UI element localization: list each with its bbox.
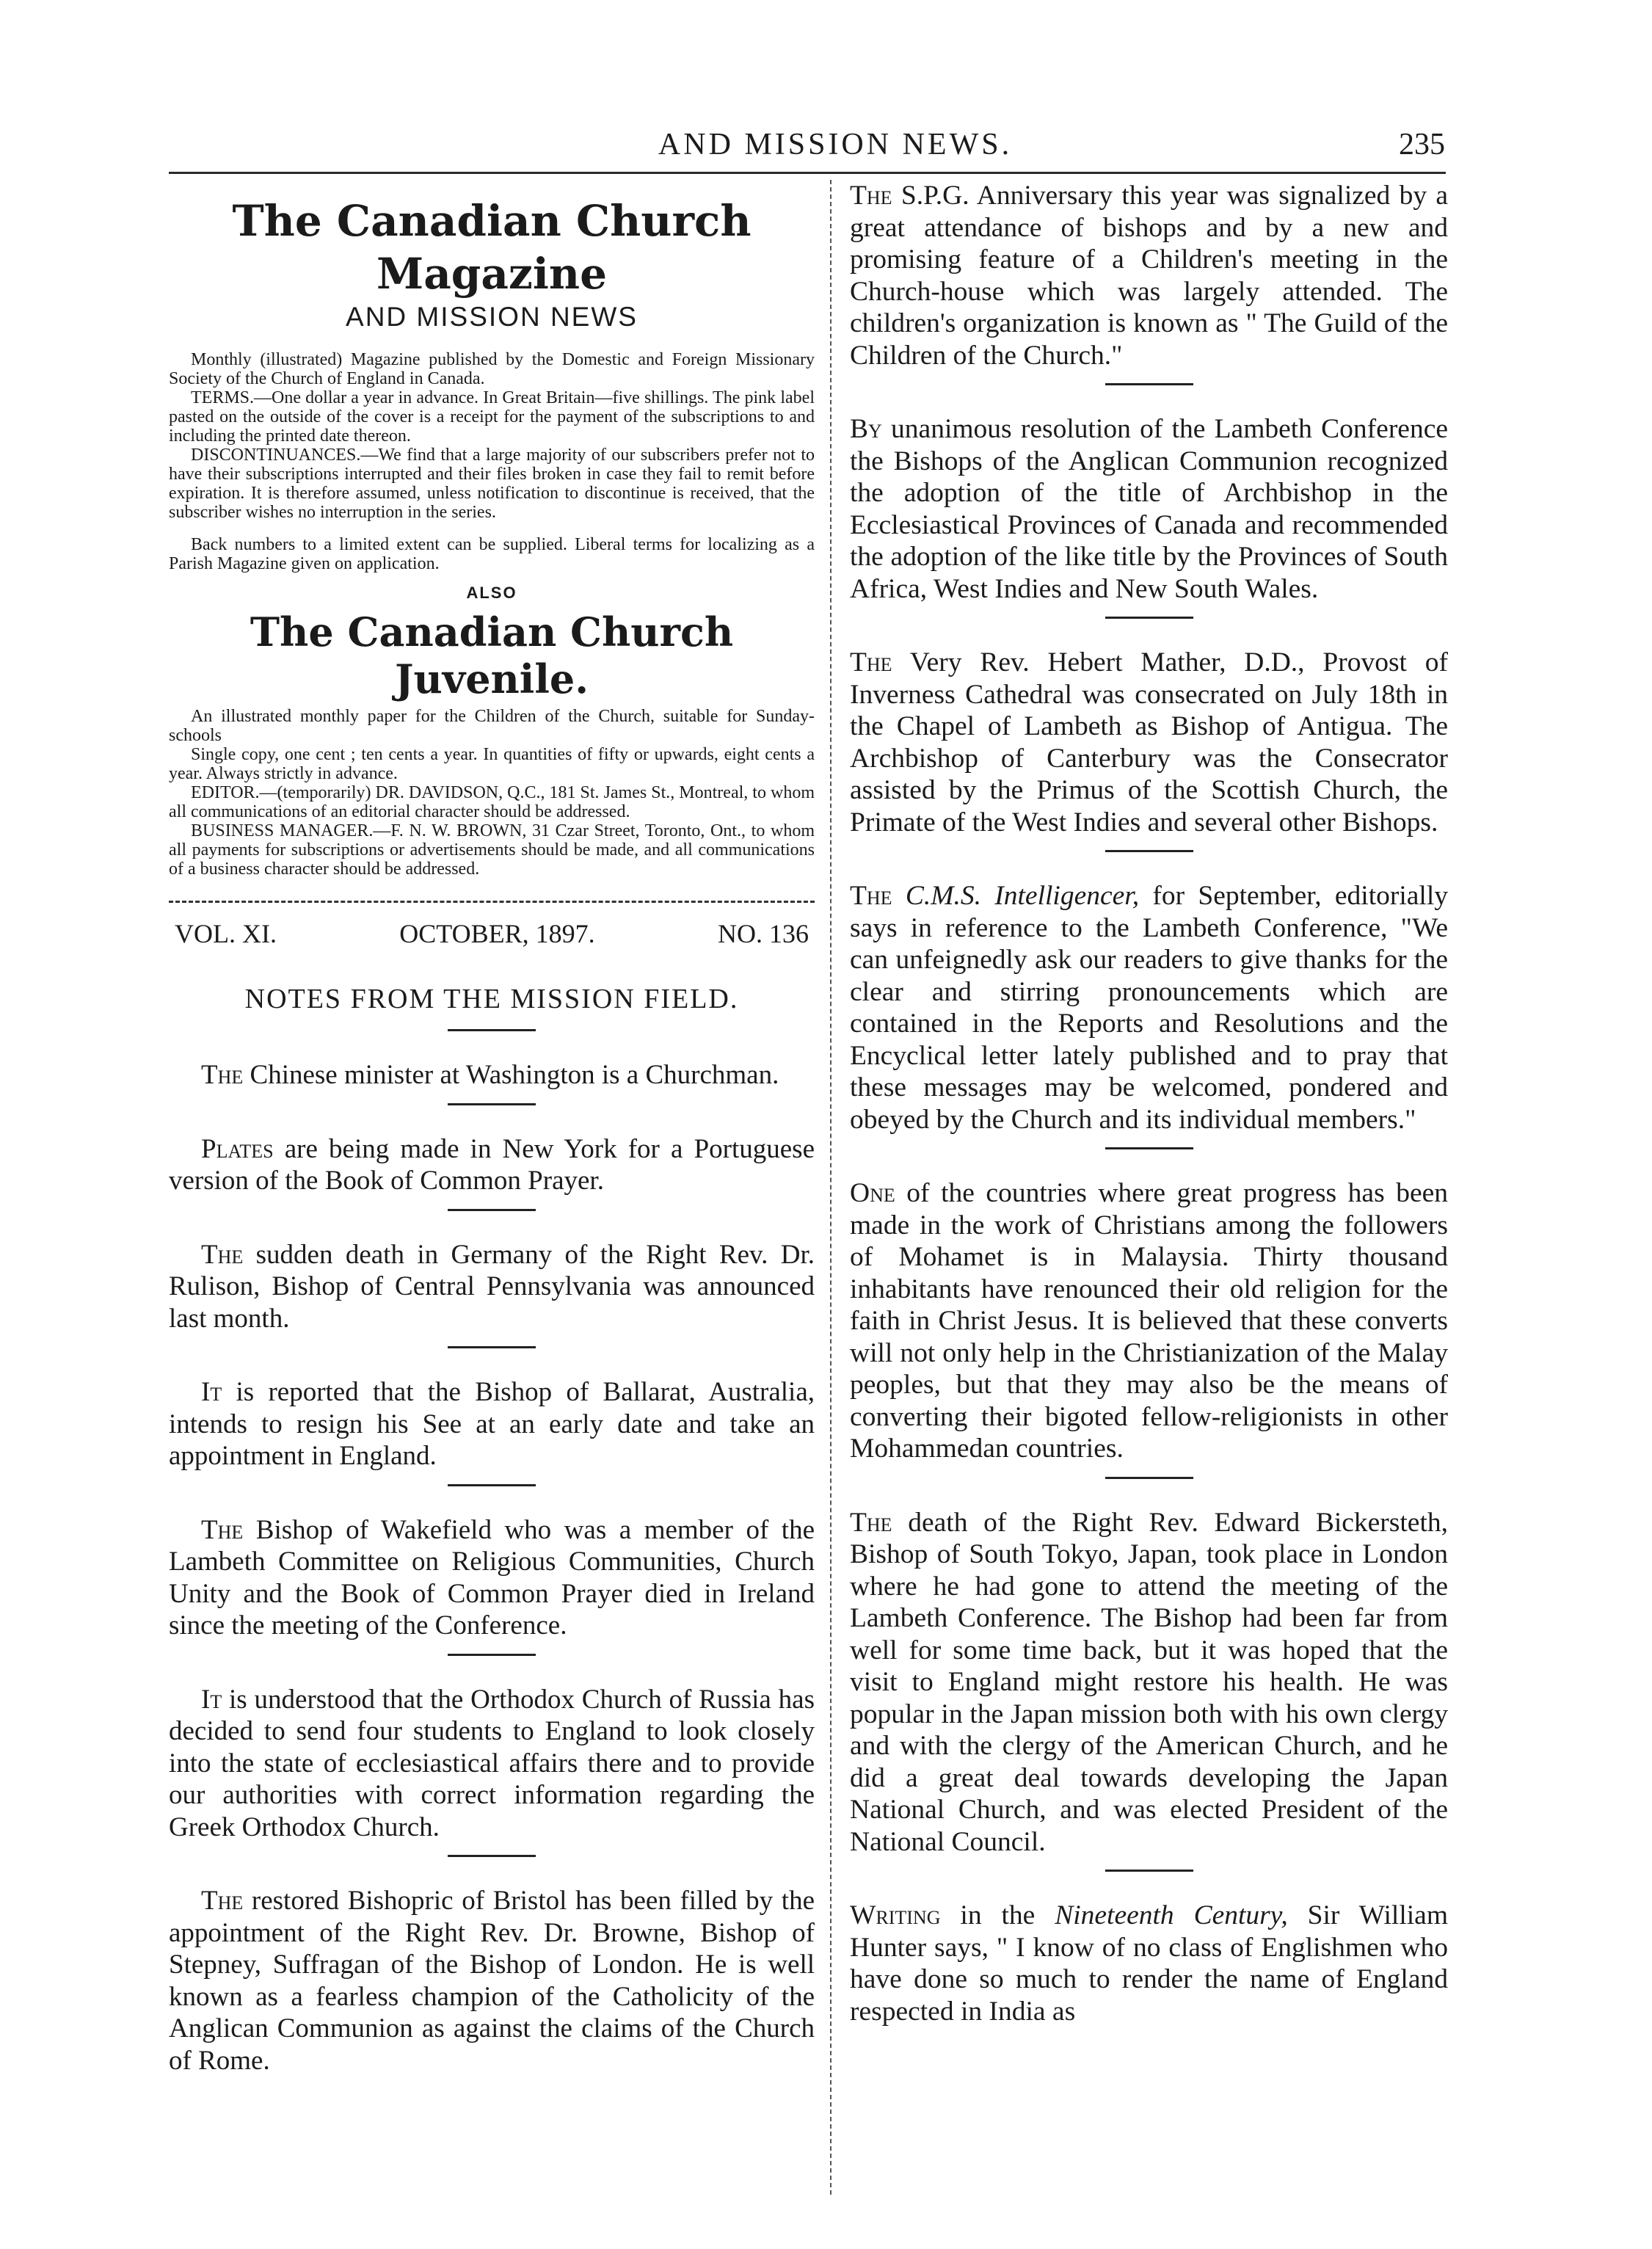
note-text: Very Rev. Hebert Mather, D.D., Provost of Inverness Cathedral was consecrated on July 18th in the Chapel of Lambeth as Bishop of Antigua. The Archbishop of Canterbury was the Consecrator assisted by the Primus of the Scottish Church, the Primate of the West Indies and several other Bishops.: [850, 647, 1448, 838]
right-notes: [850, 180, 1448, 2027]
note-paragraph: [850, 647, 1448, 838]
note-text: is understood that the Orthodox Church of Russia has decided to send four students to England to look closely into the state of ecclesiastical affairs there and to provide our authorities with correct information regarding the Greek Orthodox Church.: [169, 1684, 815, 1842]
note-item: [169, 1133, 815, 1211]
magazine-description: Monthly (illustrated) Magazine published by the Domestic and Foreign Missionary Society of the Church of England in Canada.: [169, 350, 815, 388]
note-lead: The: [201, 1060, 244, 1090]
note-text: is reported that the Bishop of Ballarat, Australia, intends to resign his See at an early date and take an appointment in England.: [169, 1377, 815, 1471]
issue-number: NO. 136: [717, 919, 809, 948]
magazine-subtitle: AND MISSION NEWS: [346, 302, 638, 332]
note-item: [169, 1684, 815, 1858]
also-label: ALSO: [466, 584, 517, 602]
left-notes: [169, 1059, 815, 2077]
note-text: S.P.G. Anniversary this year was signalized by a great attendance of bishops and by a new and promising feature of a Children's meeting in the Church-house which was largely attended. The children's organization is known as " The Guild of the Children of the Church.": [850, 181, 1448, 371]
note-paragraph: [850, 1900, 1448, 2027]
note-lead: It: [201, 1377, 222, 1407]
note-lead: It: [201, 1684, 222, 1715]
note-paragraph: [169, 1133, 815, 1197]
juvenile-description: An illustrated monthly paper for the Children of the Church, suitable for Sunday-schools: [169, 707, 815, 745]
note-lead: The: [850, 647, 892, 677]
note-lead: Writing: [850, 1900, 941, 1930]
separator: [448, 1103, 536, 1105]
note-item: [850, 413, 1448, 619]
note-item: [169, 1239, 815, 1349]
juvenile-title: The Canadian Church Juvenile.: [250, 608, 734, 702]
note-item: [169, 1514, 815, 1656]
note-text: death of the Right Rev. Edward Bickersteth, Bishop of South Tokyo, Japan, took place in London where he had gone to attend the meeting of the Lambeth Conference. The Bishop had been far from well for some time back, but it was hoped that the visit to England might restore his health. He was popular in the Japan mission both with his own clergy and with the clergy of the American Church, and he did a great deal towards developing the Japan National Church, and was elected President of the National Council.: [850, 1507, 1448, 1857]
editor-notice: EDITOR.—(temporarily) DR. DAVIDSON, Q.C., 181 St. James St., Montreal, to whom all communications of an editorial character should be addressed.: [169, 783, 815, 821]
note-text: sudden death in Germany of the Right Rev. Dr. Rulison, Bishop of Central Pennsylvania was announced last month.: [169, 1239, 815, 1334]
note-paragraph: [169, 1059, 815, 1091]
note-paragraph: [850, 413, 1448, 605]
separator: [448, 1654, 536, 1656]
note-lead: One: [850, 1178, 895, 1208]
note-lead: The: [850, 1507, 892, 1538]
note-lead: The: [201, 1886, 244, 1916]
right-column: [850, 180, 1448, 2027]
column-divider: [830, 180, 832, 2195]
left-column: [169, 180, 815, 2077]
note-lead: By: [850, 414, 882, 444]
note-item: [850, 1900, 1448, 2027]
note-lead: The: [850, 881, 892, 911]
note-pre: in the: [940, 1900, 1055, 1930]
discontinuances-notice: DISCONTINUANCES.—We find that a large majority of our subscribers prefer not to have their subscriptions interrupted and their files broken in case they fail to remit before expiration. It is therefore assumed, unless notification to discontinue is received, that the subscriber wishes no interruption in the series.: [169, 446, 815, 522]
separator: [1105, 850, 1193, 852]
juvenile-price: Single copy, one cent ; ten cents a year. In quantities of fifty or upwards, eight cents a year. Always strictly in advance.: [169, 745, 815, 783]
note-text: Bishop of Wakefield who was a member of the Lambeth Committee on Religious Communities, Church Unity and the Book of Common Prayer died in Ireland since the meeting of the Conference.: [169, 1514, 815, 1641]
separator: [448, 1346, 536, 1348]
note-text: of the countries where great progress has been made in the work of Christians among the followers of Mohamet is in Malaysia. Thirty thousand inhabitants have renounced their old religion for the faith in Christ Jesus. It is believed that these converts will not only help in the Christianization of the Malay peoples, but that they may also be the means of converting their bigoted fellow-religionists in other Mohammedan countries.: [850, 1178, 1448, 1464]
note-lead: The: [201, 1239, 244, 1270]
masthead-rule: [169, 901, 815, 903]
note-paragraph: [169, 1514, 815, 1642]
note-paragraph: [169, 1885, 815, 2077]
header-rule: [169, 172, 1446, 174]
separator: [1105, 383, 1193, 385]
running-header: AND MISSION NEWS.: [658, 128, 1013, 161]
magazine-title: The Canadian Church Magazine: [232, 196, 752, 299]
issue-line: [175, 918, 809, 950]
subscription-terms: TERMS.—One dollar a year in advance. In Great Britain—five shillings. The pink label pasted on the outside of the cover is a receipt for the payment of the subscriptions to and including the printed date thereon.: [169, 388, 815, 446]
note-item: [850, 180, 1448, 385]
separator: [1105, 1477, 1193, 1479]
separator: [448, 1855, 536, 1857]
note-lead: Plates: [201, 1133, 274, 1164]
separator: [448, 1029, 536, 1031]
section-title: NOTES FROM THE MISSION FIELD.: [244, 984, 739, 1014]
back-numbers-notice: Back numbers to a limited extent can be supplied. Liberal terms for localizing as a Parish Magazine given on application.: [169, 535, 815, 573]
note-italic: C.M.S. Intelligencer,: [905, 881, 1140, 911]
note-paragraph: [169, 1239, 815, 1335]
separator: [448, 1484, 536, 1486]
separator: [1105, 1870, 1193, 1872]
note-lead: The: [850, 181, 892, 211]
separator: [1105, 1147, 1193, 1149]
note-item: [169, 1059, 815, 1105]
note-paragraph: [850, 1507, 1448, 1859]
note-lead: The: [201, 1514, 244, 1545]
note-paragraph: [850, 1177, 1448, 1465]
note-item: [850, 1177, 1448, 1479]
note-pre: [892, 881, 906, 911]
separator: [1105, 617, 1193, 619]
note-text: restored Bishopric of Bristol has been filled by the appointment of the Right Rev. Dr. Browne, Bishop of Stepney, Suffragan of the Bishop of London. He is well known as a fearless champion of the Catholicity of the Anglican Communion as against the claims of the Church of Rome.: [169, 1886, 815, 2076]
note-item: [850, 880, 1448, 1149]
note-item: [850, 1507, 1448, 1872]
note-paragraph: [169, 1684, 815, 1844]
separator: [448, 1209, 536, 1211]
note-text: for September, editorially says in reference to the Lambeth Conference, "We can unfeignedly ask our readers to give thanks for the clear and stirring pronouncements which are contained in the Reports and Resolutions and the Encyclical letter lately published and to pray that these messages may be welcomed, pondered and obeyed by the Church and its individual members.": [850, 881, 1448, 1135]
note-paragraph: [850, 180, 1448, 371]
note-item: [850, 647, 1448, 852]
note-text: Chinese minister at Washington is a Churchman.: [243, 1060, 779, 1090]
note-paragraph: [169, 1376, 815, 1472]
note-text: unanimous resolution of the Lambeth Conference the Bishops of the Anglican Communion recognized the adoption of the title of Archbishop in the Ecclesiastical Provinces of Canada and recommended the adoption of the like title by the Provinces of South Africa, West Indies and New South Wales.: [850, 414, 1448, 604]
note-text: are being made in New York for a Portuguese version of the Book of Common Prayer.: [169, 1133, 815, 1196]
note-italic: Nineteenth Century,: [1055, 1900, 1288, 1930]
note-paragraph: [850, 880, 1448, 1136]
page-number: 235: [1399, 128, 1445, 161]
issue-volume: VOL. XI.: [175, 919, 277, 948]
note-text: Sir William Hunter says, " I know of no class of Englishmen who have done so much to render the name of England respected in India as: [850, 1900, 1448, 2027]
business-manager-notice: BUSINESS MANAGER.—F. N. W. BROWN, 31 Czar Street, Toronto, Ont., to whom all payments for subscriptions or advertisements should be made, and all communications of a business character should be addressed.: [169, 821, 815, 879]
note-item: [169, 1376, 815, 1486]
note-item: [169, 1885, 815, 2077]
issue-date: OCTOBER, 1897.: [399, 919, 595, 948]
